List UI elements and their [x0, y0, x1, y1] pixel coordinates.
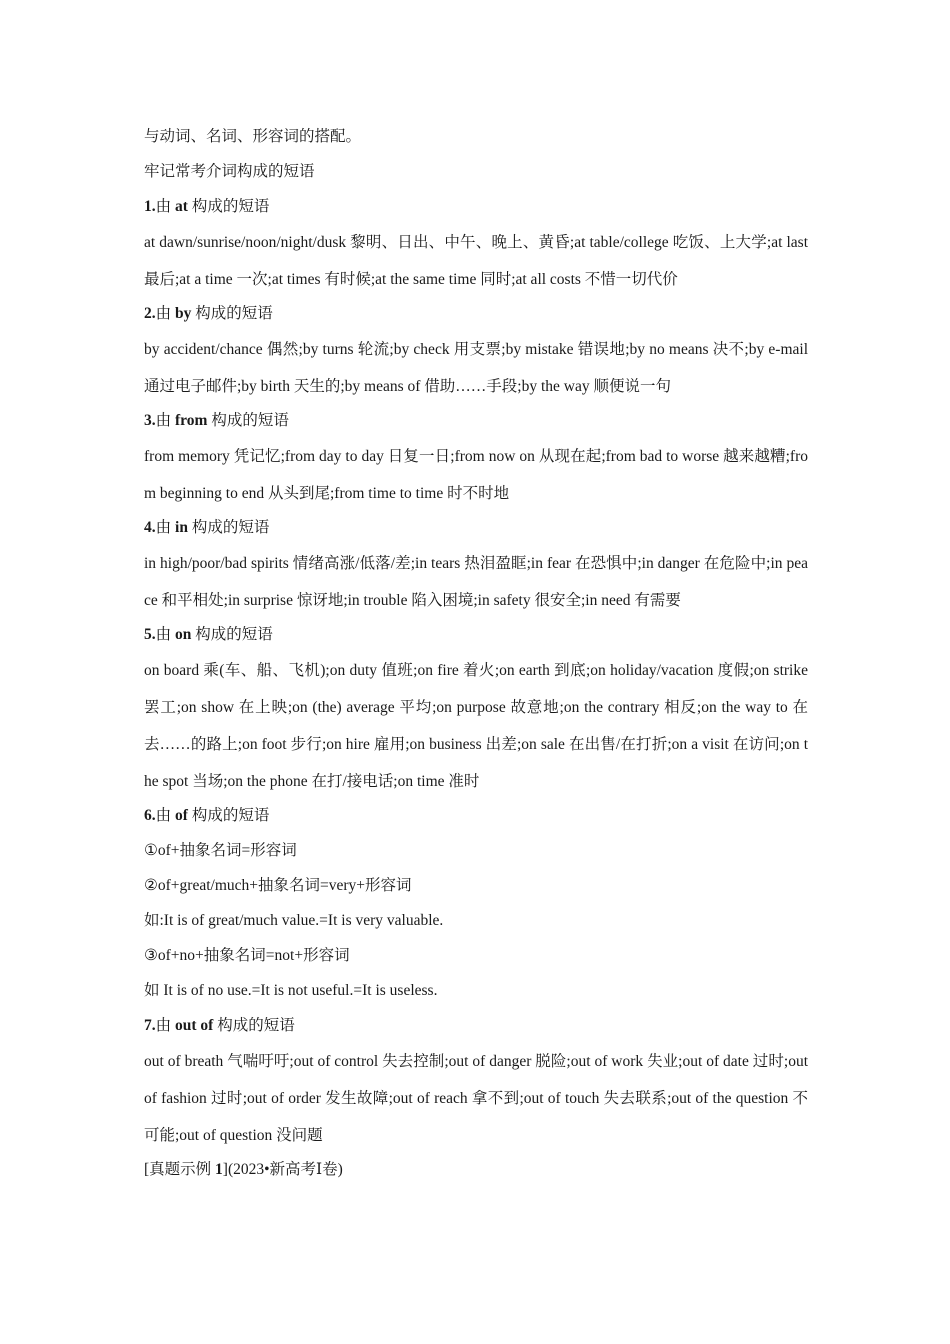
example-number: 1 — [215, 1161, 223, 1178]
of-example-2: 如:It is of great/much value.=It is very valuable. — [144, 912, 444, 929]
heading-number: 5. — [144, 626, 156, 643]
heading-prefix: 由 — [155, 198, 176, 215]
heading-prefix: 由 — [155, 626, 176, 643]
heading-prefix: 由 — [155, 519, 176, 536]
heading-number: 1. — [144, 198, 156, 215]
document-page — [144, 124, 808, 1192]
example-source: ](2023•新高考Ⅰ卷) — [222, 1161, 343, 1178]
heading-number: 4. — [144, 519, 156, 536]
heading-keyword: in — [175, 519, 188, 536]
phrases-by: by accident/chance 偶然;by turns 轮流;by check 用支票;by mistake 错误地;by no means 决不;by e-mail 通过电子邮件;by birth 天生的;by means of 借助……手段;by the way 顺便说一句 — [144, 341, 808, 395]
example-open: [真题示例 — [144, 1161, 216, 1178]
heading-suffix: 构成的短语 — [213, 1017, 295, 1034]
heading-number: 3. — [144, 412, 156, 429]
intro-line: 与动词、名词、形容词的搭配。 — [144, 128, 362, 145]
heading-suffix: 构成的短语 — [191, 626, 273, 643]
heading-prefix: 由 — [155, 305, 176, 322]
heading-keyword: from — [175, 412, 208, 429]
heading-keyword: out of — [175, 1017, 214, 1034]
section-intro-title: 牢记常考介词构成的短语 — [144, 163, 315, 180]
heading-number: 7. — [144, 1017, 156, 1034]
heading-prefix: 由 — [155, 807, 176, 824]
heading-keyword: at — [175, 198, 188, 215]
heading-number: 2. — [144, 305, 156, 322]
phrases-from: from memory 凭记忆;from day to day 日复一日;from now on 从现在起;from bad to worse 越来越糟;from beginning to end 从头到尾;from time to time 时不时地 — [144, 448, 808, 502]
heading-suffix: 构成的短语 — [191, 305, 273, 322]
heading-of — [144, 803, 808, 838]
heading-keyword: by — [175, 305, 192, 322]
of-rule-3: ③of+no+抽象名词=not+形容词 — [144, 947, 350, 964]
heading-keyword: of — [175, 807, 188, 824]
heading-prefix: 由 — [155, 1017, 176, 1034]
phrases-on: on board 乘(车、船、飞机);on duty 值班;on fire 着火;on earth 到底;on holiday/vacation 度假;on strike 罢工;on show 在上映;on (the) average 平均;on purpose 故意地;on the contrary 相反;on the way to 在去……的路上;on foot 步行;on hire 雇用;on business 出差;on sale 在出售/在打折;on a visit 在访问;on the spot 当场;on the phone 在打/接电话;on time 准时 — [144, 662, 808, 790]
heading-suffix: 构成的短语 — [207, 412, 289, 429]
exam-example-label — [144, 1157, 808, 1192]
phrases-out-of: out of breath 气喘吁吁;out of control 失去控制;out of danger 脱险;out of work 失业;out of date 过时;out of fashion 过时;out of order 发生故障;out of reach 拿不到;out of touch 失去联系;out of the question 不可能;out of question 没问题 — [144, 1053, 808, 1144]
of-rule-1: ①of+抽象名词=形容词 — [144, 842, 297, 859]
heading-suffix: 构成的短语 — [187, 807, 270, 824]
heading-keyword: on — [175, 626, 192, 643]
phrases-at: at dawn/sunrise/noon/night/dusk 黎明、日出、中午、晚上、黄昏;at table/college 吃饭、上大学;at last 最后;at a time 一次;at times 有时候;at the same time 同时;at all costs 不惜一切代价 — [144, 234, 808, 288]
heading-number: 6. — [144, 807, 156, 824]
heading-suffix: 构成的短语 — [187, 519, 270, 536]
of-rule-2: ②of+great/much+抽象名词=very+形容词 — [144, 877, 412, 894]
phrases-in: in high/poor/bad spirits 情绪高涨/低落/差;in tears 热泪盈眶;in fear 在恐惧中;in danger 在危险中;in peace 和平相处;in surprise 惊讶地;in trouble 陷入困境;in safety 很安全;in need 有需要 — [144, 555, 808, 609]
heading-suffix: 构成的短语 — [187, 198, 270, 215]
of-example-3: 如 It is of no use.=It is not useful.=It is useless. — [144, 982, 438, 999]
heading-prefix: 由 — [155, 412, 176, 429]
